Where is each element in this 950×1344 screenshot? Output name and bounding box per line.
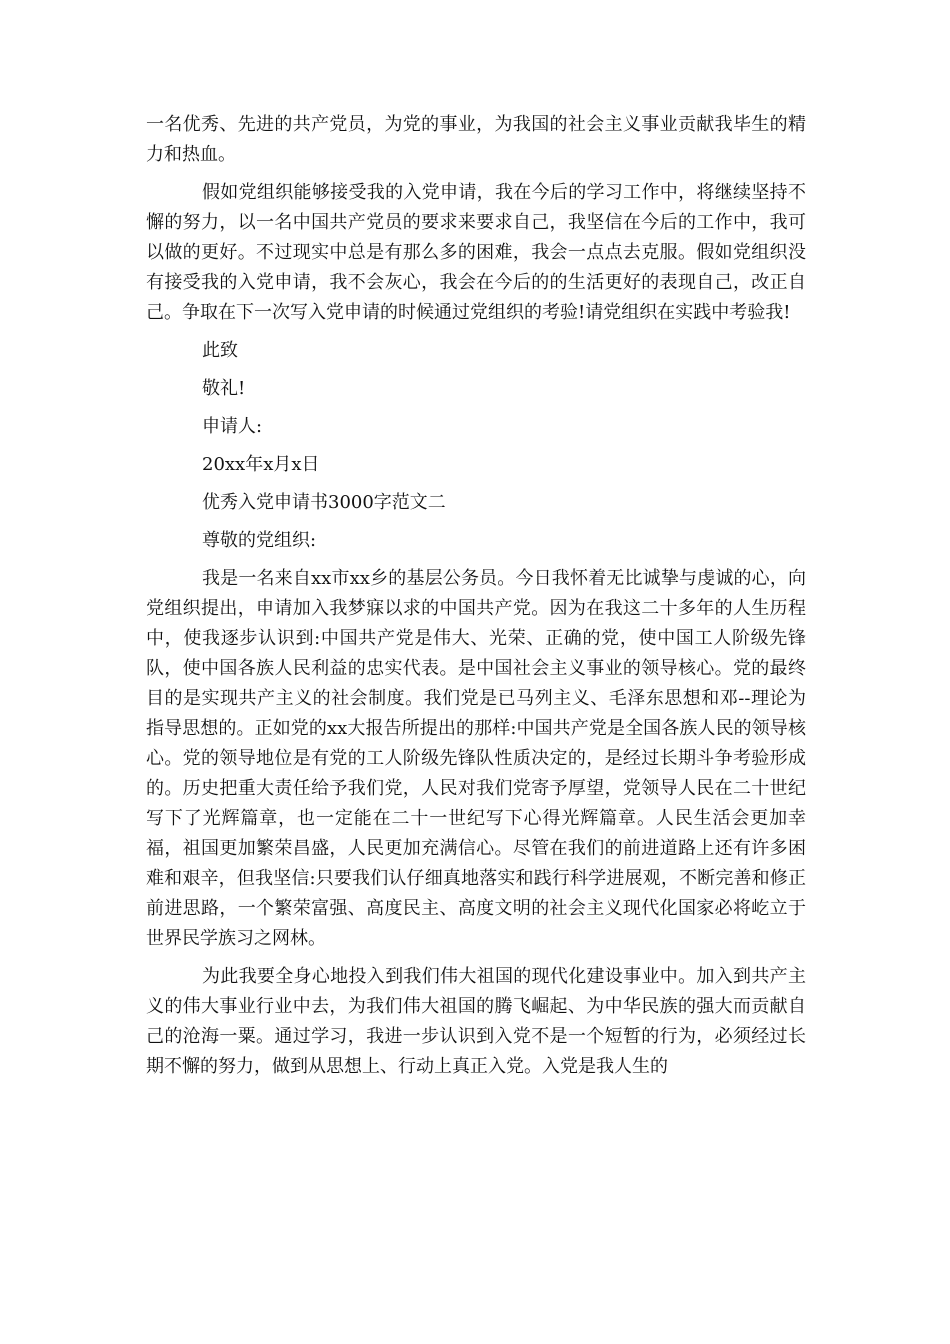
paragraph-dedication: 为此我要全身心地投入到我们伟大祖国的现代化建设事业中。加入到共产主义的伟大事业行业中去，为我们伟大祖国的腾飞崛起、为中华民族的强大而贡献自己的沧海一粟。通过学习，我进一步认识到入党不是一个短暂的行为，必须经过长期不懈的努力，做到从思想上、行动上真正入党。入党是我人生的 bbox=[146, 966, 806, 1077]
closing-jingli: 敬礼! bbox=[202, 378, 246, 399]
salutation: 尊敬的党组织: bbox=[202, 530, 317, 551]
paragraph-continuation: 一名优秀、先进的共产党员，为党的事业，为我国的社会主义事业贡献我毕生的精力和热血。 bbox=[146, 114, 806, 165]
paragraph-introduction: 我是一名来自xx市xx乡的基层公务员。今日我怀着无比诚挚与虔诚的心，向党组织提出，申请加入我梦寐以求的中国共产党。因为在我这二十多年的人生历程中，使我逐步认识到:中国共产党是伟大、光荣、正确的党，使中国工人阶级先锋队，使中国各族人民利益的忠实代表。是中国社会主义事业的领导核心。党的最终目的是实现共产主义的社会制度。我们党是已马列主义、毛泽东思想和邓--理论为指导思想的。正如党的xx大报告所提出的那样:中国共产党是全国各族人民的领导核心。党的领导地位是有党的工人阶级先锋队性质决定的，是经过长期斗争考验形成的。历史把重大责任给予我们党，人民对我们党寄予厚望，党领导人民在二十世纪写下了光辉篇章，也一定能在二十一世纪写下心得光辉篇章。人民生活会更加幸福，祖国更加繁荣昌盛，人民更加充满信心。尽管在我们的前进道路上还有许多困难和艰辛，但我坚信:只要我们认仔细真地落实和践行科学进展观，不断完善和修正前进思路，一个繁荣富强、高度民主、高度文明的社会主义现代化国家必将屹立于世界民学族习之网林。 bbox=[146, 568, 806, 949]
document-body bbox=[146, 110, 806, 1082]
applicant-label: 申请人: bbox=[202, 416, 263, 437]
closing-cizhi: 此致 bbox=[202, 340, 238, 361]
section-title: 优秀入党申请书3000字范文二 bbox=[202, 492, 446, 513]
date-line: 20xx年x月x日 bbox=[202, 454, 320, 475]
paragraph-commitment: 假如党组织能够接受我的入党申请，我在今后的学习工作中，将继续坚持不懈的努力，以一名中国共产党员的要求来要求自己，我坚信在今后的工作中，我可以做的更好。不过现实中总是有那么多的困难，我会一点点去克服。假如党组织没有接受我的入党申请，我不会灰心，我会在今后的的生活更好的表现自己，改正自己。争取在下一次写入党申请的时候通过党组织的考验!请党组织在实践中考验我! bbox=[146, 182, 806, 323]
